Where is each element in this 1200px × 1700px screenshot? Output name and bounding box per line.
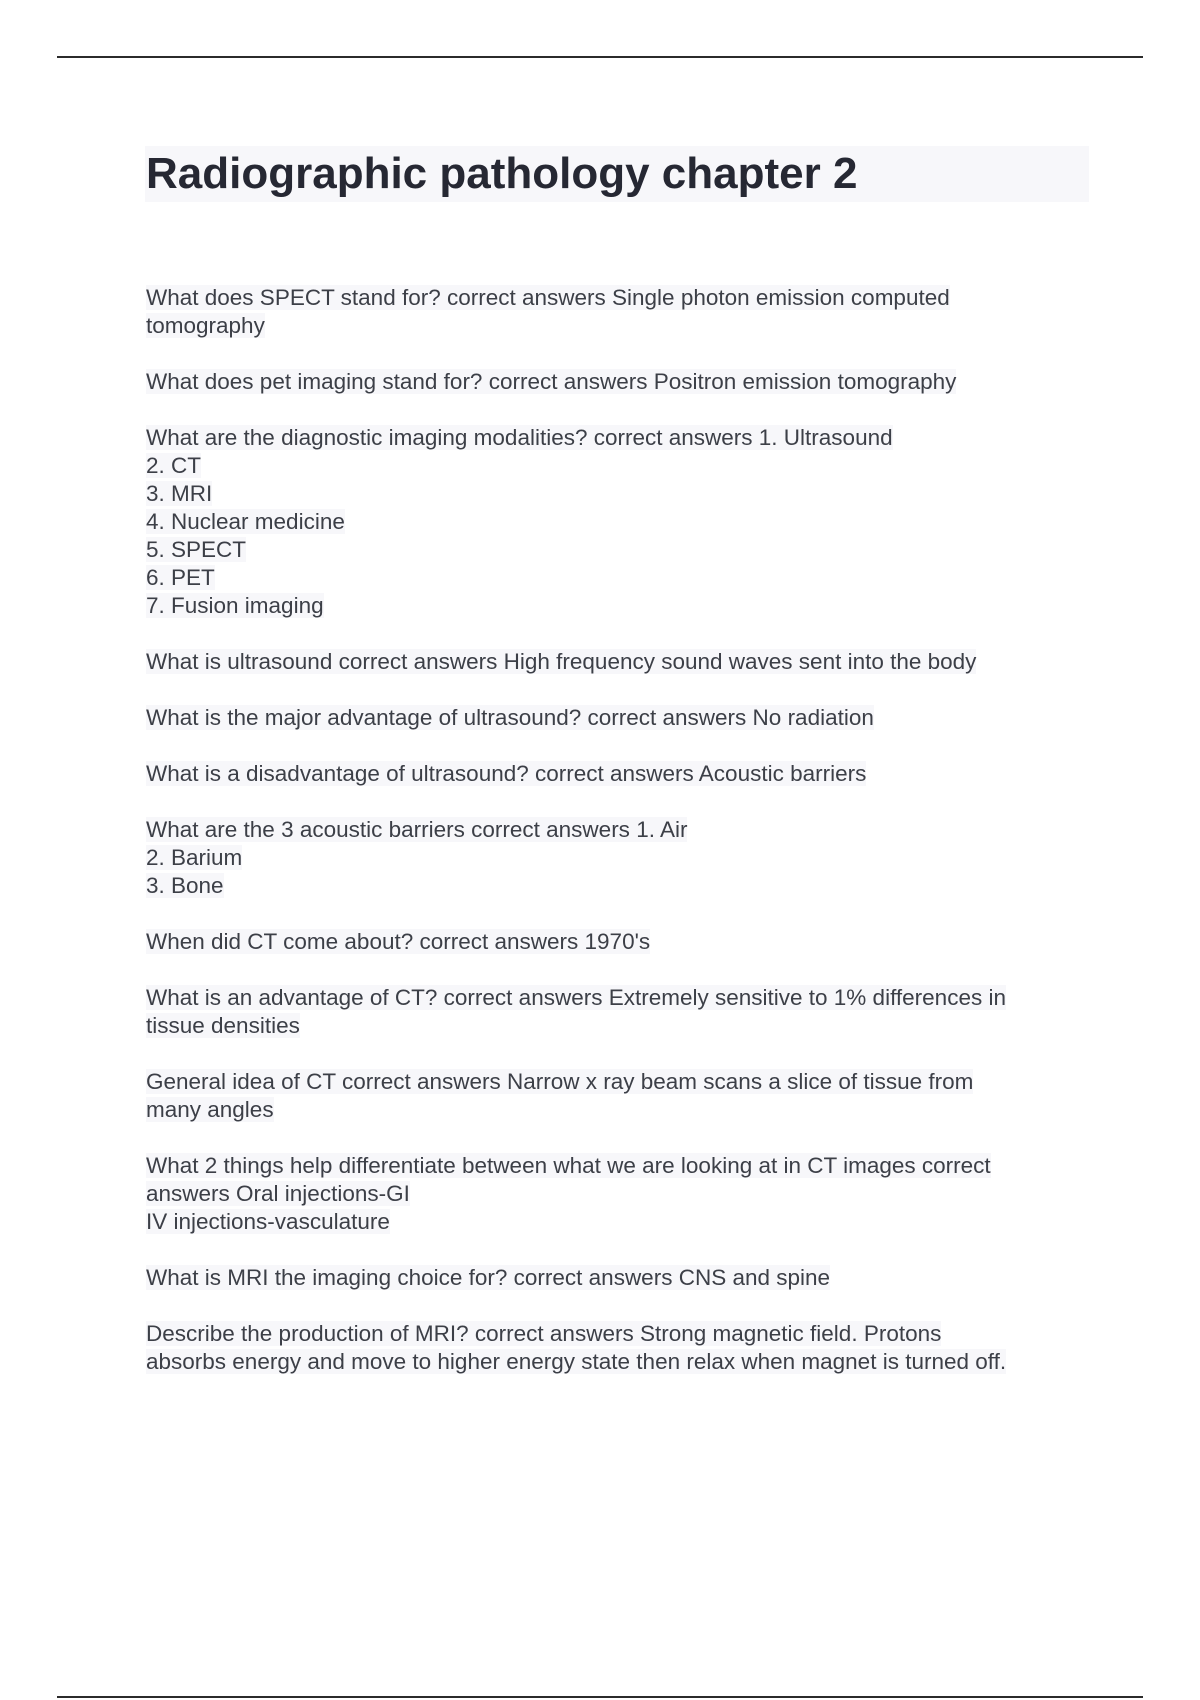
qa-item (146, 368, 1090, 396)
bottom-rule (57, 1696, 1143, 1698)
qa-item (146, 760, 1090, 788)
qa-line: Describe the production of MRI? correct answers Strong magnetic field. Protons (146, 1321, 942, 1346)
qa-line: IV injections-vasculature (146, 1209, 390, 1234)
qa-item (146, 648, 1090, 676)
qa-line: 5. SPECT (146, 537, 247, 562)
qa-line: answers Oral injections-GI (146, 1181, 410, 1206)
qa-line: 7. Fusion imaging (146, 593, 324, 618)
qa-line: 3. MRI (146, 481, 213, 506)
qa-item (146, 984, 1090, 1040)
qa-line: many angles (146, 1097, 274, 1122)
qa-line: When did CT come about? correct answers 1970's (146, 929, 651, 954)
qa-item (146, 284, 1090, 340)
page-title: Radiographic pathology chapter 2 (146, 149, 858, 198)
top-rule (57, 56, 1143, 58)
qa-line: What is the major advantage of ultrasound? correct answers No radiation (146, 705, 874, 730)
qa-item (146, 1068, 1090, 1124)
qa-line: What does SPECT stand for? correct answers Single photon emission computed (146, 285, 950, 310)
qa-line: What is ultrasound correct answers High frequency sound waves sent into the body (146, 649, 977, 674)
qa-line: absorbs energy and move to higher energy state then relax when magnet is turned off. (146, 1349, 1007, 1374)
qa-line: tissue densities (146, 1013, 300, 1038)
qa-line: 2. Barium (146, 845, 243, 870)
qa-line: What are the 3 acoustic barriers correct answers 1. Air (146, 817, 688, 842)
qa-line: tomography (146, 313, 265, 338)
qa-line: What are the diagnostic imaging modalities? correct answers 1. Ultrasound (146, 425, 893, 450)
qa-line: 6. PET (146, 565, 215, 590)
qa-item (146, 928, 1090, 956)
qa-item (146, 1152, 1090, 1236)
qa-item (146, 704, 1090, 732)
qa-line: What does pet imaging stand for? correct answers Positron emission tomography (146, 369, 957, 394)
qa-line: What is a disadvantage of ultrasound? correct answers Acoustic barriers (146, 761, 867, 786)
qa-line: What is MRI the imaging choice for? correct answers CNS and spine (146, 1265, 831, 1290)
qa-line: 3. Bone (146, 873, 224, 898)
qa-line: 2. CT (146, 453, 202, 478)
qa-line: 4. Nuclear medicine (146, 509, 345, 534)
qa-line: What is an advantage of CT? correct answers Extremely sensitive to 1% differences in (146, 985, 1006, 1010)
qa-line: General idea of CT correct answers Narrow x ray beam scans a slice of tissue from (146, 1069, 974, 1094)
qa-item (146, 424, 1090, 620)
qa-item (146, 816, 1090, 900)
qa-item (146, 1320, 1090, 1376)
qa-list (146, 284, 1090, 1404)
qa-item (146, 1264, 1090, 1292)
qa-line: What 2 things help differentiate between what we are looking at in CT images correct (146, 1153, 991, 1178)
